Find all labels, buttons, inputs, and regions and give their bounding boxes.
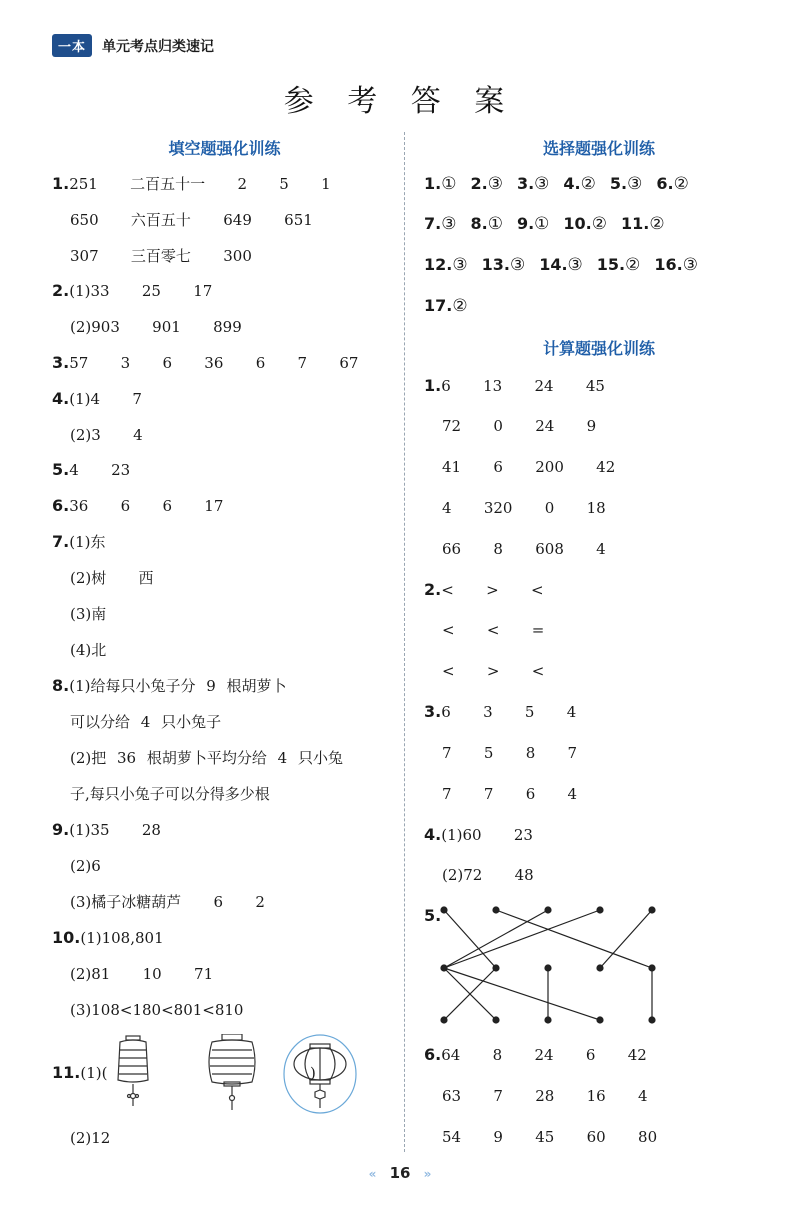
question-number: 10. [563, 214, 592, 233]
choice-answer: ② [673, 174, 689, 194]
question-number: 1. [52, 174, 70, 193]
question-number: 16. [654, 255, 683, 274]
question-number: 11. [52, 1063, 81, 1082]
answer-text: (1)( [80, 1064, 108, 1082]
answer-text: < > < [442, 662, 545, 680]
answer-text: 66 8 608 4 [442, 540, 606, 558]
answer-text: (2)81 10 71 [70, 965, 214, 983]
question-number: 3. [52, 353, 70, 372]
answer-text: (3)南 [70, 605, 107, 623]
answer-text: 4 23 [69, 461, 131, 479]
choice-item [517, 175, 549, 193]
question-number: 6. [52, 496, 70, 515]
answer-text: 72 0 24 9 [442, 417, 597, 435]
choice-item [621, 215, 665, 233]
answer-line [52, 928, 164, 948]
question-number: 15. [596, 255, 626, 274]
question-number: 17. [424, 296, 453, 315]
answer-text: 650 六百五十 649 651 [70, 211, 313, 229]
question-number: 1. [424, 376, 442, 395]
answer-line [424, 825, 533, 845]
choice-item [424, 175, 456, 193]
question-number: 5. [609, 174, 628, 193]
answer-text: < < = [442, 621, 545, 639]
chevron-right-icon: » [423, 1167, 432, 1181]
answer-line [70, 748, 343, 768]
question-number: 5. [424, 906, 442, 925]
answer-text: 4 320 0 18 [442, 499, 606, 517]
answer-text: < > < [441, 581, 544, 599]
choice-answer: ② [625, 255, 641, 275]
choice-item [539, 256, 583, 274]
answer-text: 64 8 24 6 42 [441, 1046, 647, 1064]
answer-text: (1)33 25 17 [69, 282, 213, 300]
answer-line [424, 580, 544, 600]
page-footer [0, 1164, 800, 1182]
question-number: 8. [52, 676, 70, 695]
circled-lantern-icon [284, 1035, 356, 1113]
question-number: 5. [52, 460, 70, 479]
question-number: 4. [424, 825, 442, 844]
lantern-icon [118, 1036, 148, 1106]
answer-line [442, 620, 544, 640]
answer-line [52, 820, 161, 840]
answer-text: (3)橘子冰糖葫芦 6 2 [70, 893, 265, 911]
question-number: 2. [52, 281, 70, 300]
question-number: 3. [516, 174, 535, 193]
answer-line [70, 1000, 243, 1020]
answer-line [70, 856, 101, 876]
section-title-fill-in: 填空题强化训练 [168, 139, 281, 158]
answer-text: (1)35 28 [69, 821, 161, 839]
answer-line [424, 906, 441, 926]
answer-text: 6 13 24 45 [441, 377, 605, 395]
choice-item [470, 175, 502, 193]
choice-answer: ② [591, 214, 607, 234]
answer-text: (2)903 901 899 [70, 318, 242, 336]
section-title-calculation: 计算题强化训练 [542, 339, 655, 358]
answer-line [52, 1063, 107, 1083]
choice-item [654, 256, 698, 274]
choice-answer: ① [441, 174, 457, 194]
answer-text: 54 9 45 60 80 [442, 1128, 658, 1146]
choice-answer: ③ [534, 174, 550, 194]
question-number: 14. [539, 255, 568, 274]
answer-text: (2)3 4 [70, 426, 143, 444]
answer-line [70, 246, 252, 266]
answer-line [70, 1128, 110, 1148]
answer-text: (1)108,801 [80, 929, 164, 947]
answer-line [52, 496, 223, 516]
matching-diagram [440, 900, 670, 1030]
answer-text: 57 3 6 36 6 7 67 [69, 354, 359, 372]
question-number: 6. [424, 1045, 442, 1064]
answer-line [70, 712, 221, 732]
question-number: 6. [656, 174, 674, 193]
choice-item [517, 215, 549, 233]
answer-line [442, 498, 606, 518]
answer-line [52, 532, 105, 552]
answer-text: (2)树 西 [70, 569, 154, 587]
answer-line [442, 539, 606, 559]
choice-item [424, 256, 468, 274]
answer-text: (3)108<180<801<810 [70, 1001, 244, 1019]
choice-row [424, 255, 712, 275]
answer-text: 36 6 6 17 [69, 497, 224, 515]
choice-answer: ③ [441, 214, 457, 234]
question-number: 8. [470, 214, 488, 233]
question-number: 7. [52, 532, 70, 551]
answer-line [442, 1086, 648, 1106]
header [52, 34, 214, 57]
choice-row [424, 214, 679, 234]
page-number: 16 [389, 1164, 411, 1182]
answer-text: 7 5 8 7 [442, 744, 578, 762]
chevron-left-icon: « [368, 1167, 377, 1181]
choice-row [424, 296, 482, 316]
question-number: 12. [424, 255, 453, 274]
answer-line [70, 964, 213, 984]
answer-text: (2)72 48 [442, 866, 534, 884]
answer-text: 251 二百五十一 2 5 1 [69, 175, 331, 193]
answer-line [70, 604, 106, 624]
answer-text: (1)给每只小兔子分 9 根胡萝卜 [69, 677, 287, 695]
answer-text: 子,每只小兔子可以分得多少根 [70, 785, 270, 803]
choice-answer: ③ [487, 174, 503, 194]
choice-answer: ③ [567, 255, 583, 275]
answer-text: (2)12 [70, 1129, 111, 1147]
answer-line [70, 640, 106, 660]
question-number: 4. [563, 174, 581, 193]
answer-line [442, 416, 596, 436]
answer-text: (2)把 36 根胡萝卜平均分给 4 只小兔 [70, 749, 343, 767]
answer-line [70, 568, 154, 588]
answer-line [70, 210, 313, 230]
answer-line [52, 676, 287, 696]
question-number: 9. [516, 214, 535, 233]
answer-text: (1)东 [69, 533, 106, 551]
answer-line [442, 784, 577, 804]
choice-item [656, 175, 688, 193]
column-divider [404, 132, 405, 1152]
answer-line [70, 317, 242, 337]
question-number: 7. [424, 214, 442, 233]
question-number: 13. [481, 255, 510, 274]
choice-answer: ① [487, 214, 503, 234]
choice-answer: ③ [452, 255, 468, 275]
answer-line [442, 457, 615, 477]
question-number: 3. [424, 702, 442, 721]
choice-item [424, 297, 468, 315]
choice-item [424, 215, 456, 233]
choice-answer: ③ [682, 255, 698, 275]
answer-text: 41 6 200 42 [442, 458, 616, 476]
choice-item [610, 175, 642, 193]
choice-answer: ② [649, 214, 665, 234]
answer-line [424, 702, 576, 722]
answer-text: 6 3 5 4 [441, 703, 577, 721]
answer-text: (2)6 [70, 857, 101, 875]
choice-row [424, 174, 703, 194]
answer-text: (4)北 [70, 641, 107, 659]
question-number: 4. [52, 389, 70, 408]
choice-item [597, 256, 641, 274]
answer-line [424, 1045, 647, 1065]
answer-line [70, 892, 265, 912]
answer-line [442, 1127, 657, 1147]
answer-line [52, 389, 142, 409]
choice-answer: ② [580, 174, 596, 194]
answer-line [70, 425, 143, 445]
section-title-choice: 选择题强化训练 [542, 139, 655, 158]
answer-text: 7 7 6 4 [442, 785, 578, 803]
question-number: 9. [52, 820, 70, 839]
answer-line [52, 281, 212, 301]
choice-answer: ① [534, 214, 550, 234]
q11-lanterns [112, 1034, 372, 1120]
answer-line [52, 460, 130, 480]
question-number: 10. [52, 928, 81, 947]
question-number: 2. [424, 580, 442, 599]
lantern-icon [209, 1034, 255, 1110]
choice-item [563, 215, 607, 233]
answer-line [424, 376, 605, 396]
choice-item [563, 175, 595, 193]
answer-line [52, 174, 331, 194]
answer-line [442, 743, 577, 763]
choice-item [470, 215, 502, 233]
answer-text: (1)4 7 [69, 390, 142, 408]
choice-answer: ② [452, 296, 468, 316]
answer-text: 可以分给 4 只小兔子 [70, 713, 222, 731]
answer-line [70, 784, 270, 804]
question-number: 11. [621, 214, 650, 233]
choice-answer: ③ [509, 255, 526, 275]
answer-line [442, 661, 544, 681]
answer-text: 307 三百零七 300 [70, 247, 252, 265]
answer-line [442, 865, 534, 885]
answer-text: 63 7 28 16 4 [442, 1087, 648, 1105]
brand-logo: 一本 [52, 34, 92, 57]
question-number: 2. [470, 174, 488, 193]
q11-close-paren: ) [310, 1064, 316, 1082]
page-title: 参 考 答 案 [283, 84, 517, 119]
choice-item [482, 256, 526, 274]
answer-text: (1)60 23 [441, 826, 533, 844]
answer-line [52, 353, 358, 373]
choice-answer: ③ [627, 174, 643, 194]
series-title: 单元考点归类速记 [102, 38, 215, 55]
question-number: 1. [424, 174, 442, 193]
